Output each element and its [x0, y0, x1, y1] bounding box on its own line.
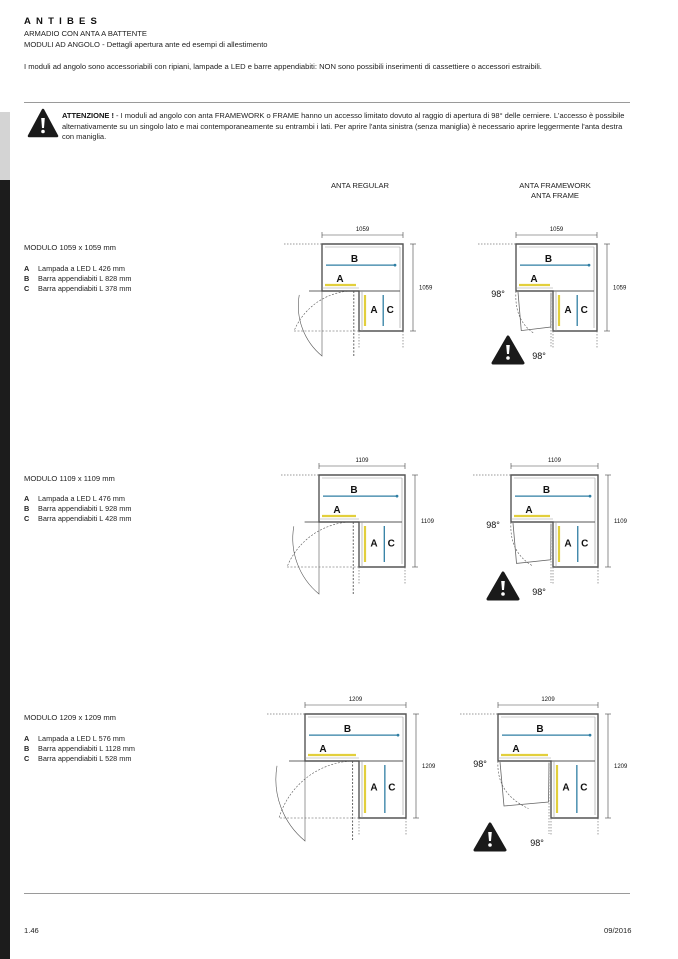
- label-a: A: [370, 538, 378, 550]
- hanging-bar-b-end: [589, 495, 592, 498]
- angle-label-98: 98°: [530, 838, 544, 848]
- label-b: B: [542, 485, 551, 497]
- dimension-label: 1059: [549, 227, 564, 233]
- module-2-title: MODULO 1109 x 1109 mm: [24, 474, 115, 483]
- label-c: C: [386, 305, 394, 316]
- label-c: C: [387, 538, 395, 550]
- legend-item: B Barra appendiabiti L 828 mm: [24, 274, 132, 284]
- label-a: A: [530, 274, 538, 285]
- column-header-regular: ANTA REGULAR: [330, 181, 390, 190]
- angle-label-98: 98°: [473, 759, 487, 769]
- hanging-bar-b-end: [396, 495, 399, 498]
- door-swing-left: [511, 522, 532, 566]
- warning-icon-dot: [488, 843, 492, 847]
- legend-item: C Barra appendiabiti L 528 mm: [24, 754, 132, 764]
- angle-label-98: 98°: [532, 587, 546, 597]
- label-a: A: [370, 305, 378, 316]
- door-swing-arc: [279, 761, 359, 818]
- dimension-label: 1209: [348, 697, 363, 703]
- door-swing-left: [298, 291, 322, 356]
- label-c: C: [580, 782, 588, 794]
- dimension-label: 1109: [421, 519, 434, 525]
- dimension-label: 1109: [614, 519, 627, 525]
- label-a: A: [512, 744, 520, 755]
- legend-item: C Barra appendiabiti L 378 mm: [24, 284, 132, 294]
- label-c: C: [580, 305, 588, 316]
- hanging-bar-b-end: [397, 734, 400, 737]
- door-framework-open: [518, 292, 551, 331]
- warning-icon-dot: [501, 592, 505, 596]
- angle-label-98: 98°: [486, 520, 500, 530]
- label-a: A: [562, 782, 570, 794]
- label-a: A: [336, 274, 344, 285]
- door-swing-left: [498, 761, 529, 809]
- label-a: A: [564, 305, 572, 316]
- angle-label-98: 98°: [491, 289, 505, 299]
- subtitle-line-2: MODULI AD ANGOLO - Dettagli apertura ante ed esempi di allestimento: [24, 40, 268, 49]
- hanging-bar-b-end: [589, 734, 592, 737]
- label-b: B: [544, 254, 553, 266]
- corner-unit-carcass: [516, 244, 597, 331]
- dimension-label: 1209: [541, 697, 555, 703]
- hanging-bar-b-end: [394, 264, 397, 267]
- page-number: 1.46: [24, 926, 39, 935]
- label-b: B: [343, 724, 352, 736]
- module-3-title: MODULO 1209 x 1209 mm: [24, 713, 117, 722]
- door-framework-open: [513, 523, 551, 563]
- legend-item: A Lampada a LED L 426 mm: [24, 264, 125, 273]
- dimension-label: 1059: [419, 285, 433, 292]
- dimension-label: 1109: [548, 458, 561, 464]
- warning-icon-dot: [506, 356, 510, 360]
- door-swing-arc: [294, 291, 359, 331]
- dimension-label: 1109: [355, 458, 369, 464]
- label-a: A: [319, 744, 327, 755]
- legend-item: B Barra appendiabiti L 928 mm: [24, 504, 132, 514]
- corner-unit-carcass: [305, 714, 406, 818]
- label-b: B: [350, 485, 358, 497]
- legend-item: B Barra appendiabiti L 1128 mm: [24, 744, 135, 754]
- door-framework-open: [500, 762, 549, 806]
- label-a: A: [370, 782, 378, 794]
- dimension-label: 1059: [355, 227, 370, 233]
- corner-unit-carcass: [322, 244, 403, 331]
- column-header-framework: ANTA FRAMEWORK ANTA FRAME: [519, 181, 591, 200]
- legend-item: C Barra appendiabiti L 428 mm: [24, 514, 132, 524]
- door-swing-left: [276, 761, 305, 841]
- brand-title: ANTIBES: [24, 16, 103, 27]
- edition-date: 09/2016: [604, 926, 632, 935]
- module-1-title: MODULO 1059 x 1059 mm: [24, 243, 117, 252]
- hanging-bar-b-end: [588, 264, 591, 267]
- label-b: B: [536, 724, 544, 736]
- legend-item: A Lampada a LED L 476 mm: [24, 494, 125, 503]
- label-a: A: [525, 505, 533, 516]
- label-c: C: [581, 538, 589, 550]
- label-c: C: [388, 782, 396, 794]
- corner-unit-carcass: [511, 475, 598, 567]
- warning-text: ATTENZIONE ! - I moduli ad angolo con anta FRAMEWORK o FRAME hanno un accesso limitato dovuto al raggio di apertura di 98° delle cerniere. L'accesso è possibile alternativamente su un singolo lato e mai contemporaneamente su entrambi i lati. Per aprire l'anta sinistra (senza maniglia) è necessario aprire leggermente l'anta destra con maniglia.: [62, 111, 625, 142]
- intro-text: I moduli ad angolo sono accessoriabili con ripiani, lampade a LED e barre appendiabiti: NON sono possibili inserimenti di cassettiere o accessori estraibili.: [24, 62, 542, 71]
- subtitle-line-1: ARMADIO CON ANTA A BATTENTE: [24, 29, 147, 38]
- legend-item: A Lampada a LED L 576 mm: [24, 734, 125, 743]
- label-a: A: [564, 538, 572, 550]
- dimension-label: 1209: [614, 764, 628, 770]
- label-b: B: [350, 254, 359, 266]
- door-swing-arc: [287, 522, 359, 567]
- label-a: A: [333, 505, 341, 516]
- dimension-label: 1209: [422, 764, 436, 770]
- dimension-label: 1059: [613, 285, 627, 292]
- angle-label-98: 98°: [532, 351, 546, 361]
- bottom-divider: [24, 893, 630, 894]
